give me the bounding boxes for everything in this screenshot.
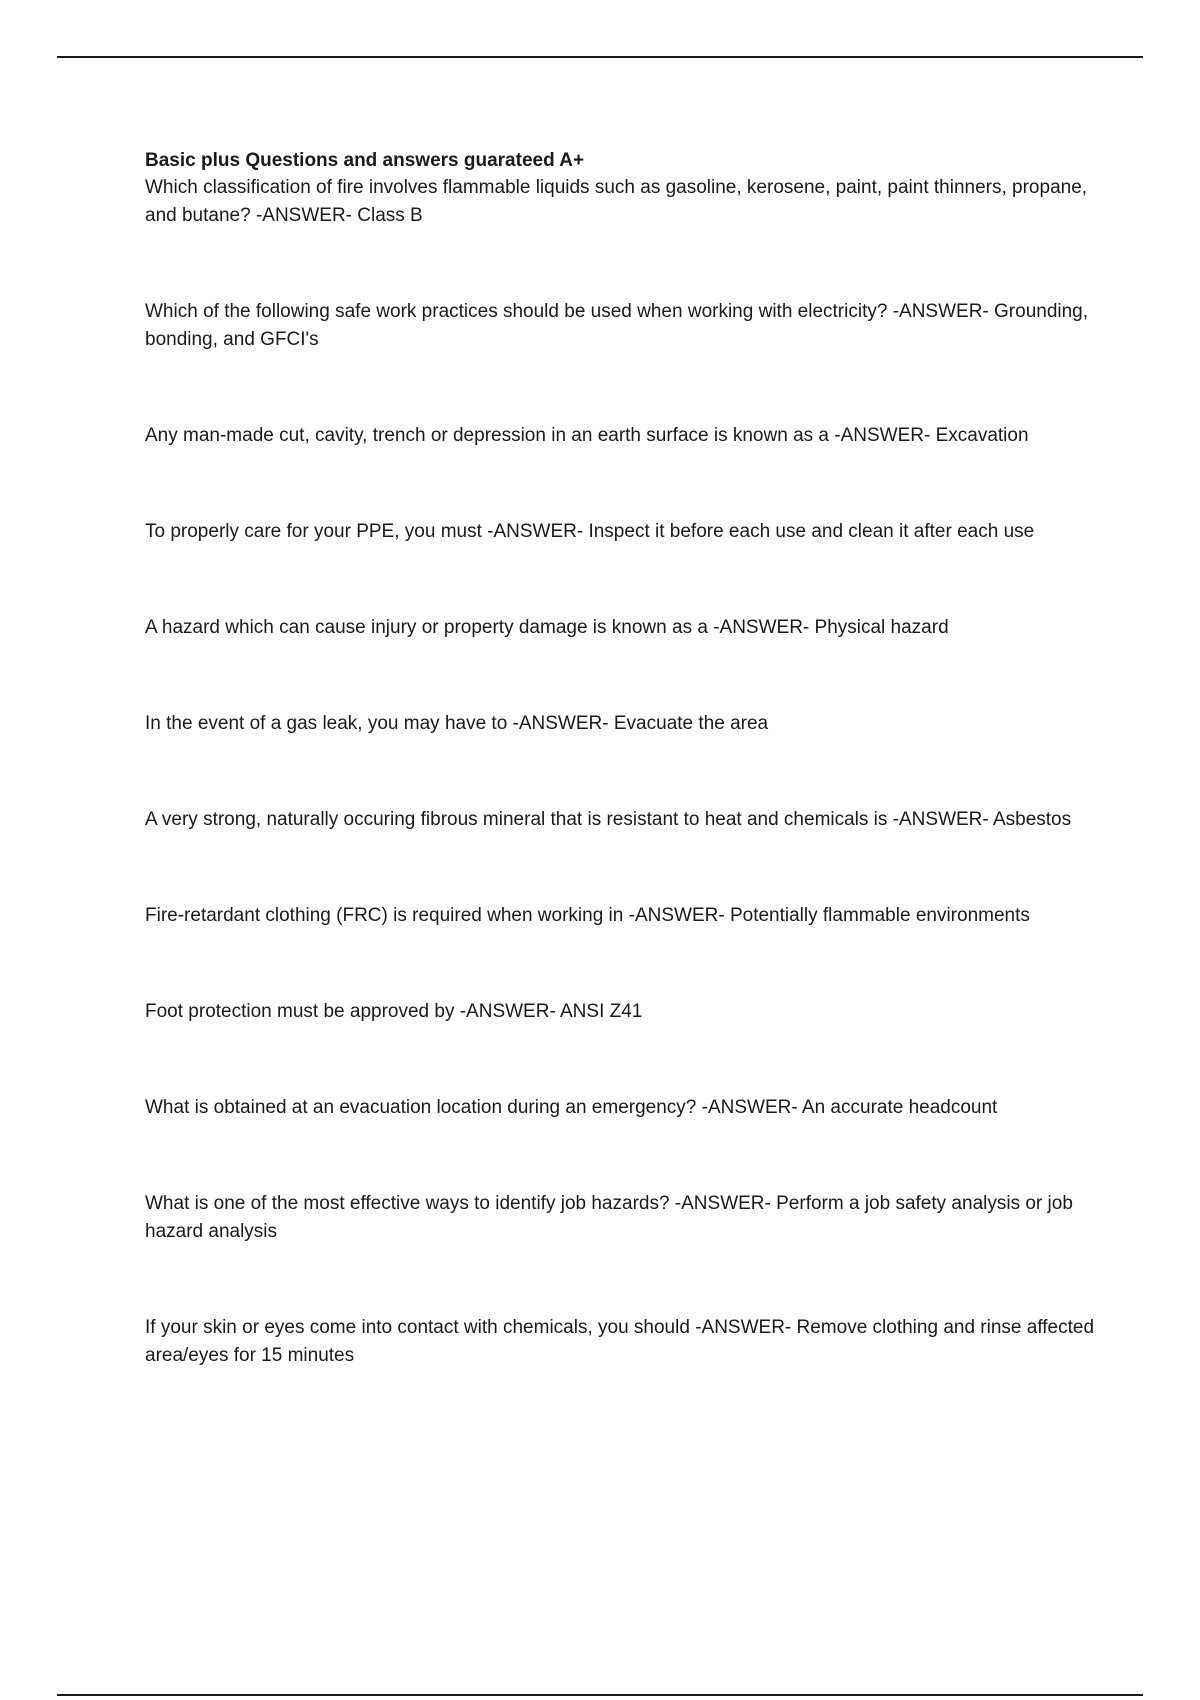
qa-item: Fire-retardant clothing (FRC) is required when working in -ANSWER- Potentially flammable environments: [145, 905, 1030, 926]
qa-item: Which of the following safe work practices should be used when working with electricity? -ANSWER- Grounding, bonding, and GFCI's: [145, 301, 1089, 350]
qa-item: A hazard which can cause injury or property damage is known as a -ANSWER- Physical hazard: [145, 617, 949, 638]
qa-item: What is one of the most effective ways to identify job hazards? -ANSWER- Perform a job safety analysis or job hazard analysis: [145, 1193, 1073, 1242]
qa-item: What is obtained at an evacuation location during an emergency? -ANSWER- An accurate headcount: [145, 1097, 998, 1118]
qa-item: In the event of a gas leak, you may have to -ANSWER- Evacuate the area: [145, 713, 769, 734]
qa-item: If your skin or eyes come into contact with chemicals, you should -ANSWER- Remove clothing and rinse affected area/eyes for 15 minutes: [145, 1317, 1095, 1366]
header-rule: [57, 56, 1143, 58]
qa-item: A very strong, naturally occuring fibrous mineral that is resistant to heat and chemicals is -ANSWER- Asbestos: [145, 809, 1072, 830]
qa-item: To properly care for your PPE, you must -ANSWER- Inspect it before each use and clean it after each use: [145, 521, 1035, 542]
footer-rule: [57, 1694, 1143, 1696]
document-body: [145, 147, 1095, 1370]
document-title: Basic plus Questions and answers guarateed A+: [145, 150, 585, 171]
qa-item: Which classification of fire involves flammable liquids such as gasoline, kerosene, paint, paint thinners, propane, and butane? -ANSWER- Class B: [145, 177, 1088, 226]
qa-item: Any man-made cut, cavity, trench or depression in an earth surface is known as a -ANSWER- Excavation: [145, 425, 1029, 446]
qa-item: Foot protection must be approved by -ANSWER- ANSI Z41: [145, 1001, 643, 1022]
